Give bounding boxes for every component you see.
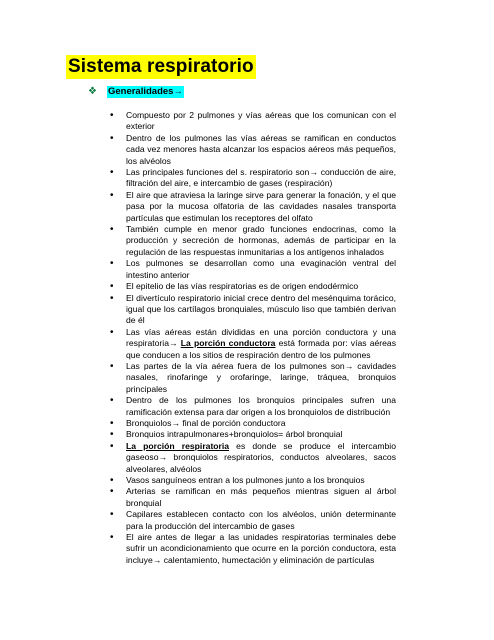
- list-item: • Los pulmones se desarrollan como una evaginación ventral del intestino anterior: [108, 258, 396, 281]
- list-item: • Dentro de los pulmones los bronquios principales sufren una ramificación extensa para dar origen a los bronquiolos de distribución: [108, 395, 396, 418]
- list-item: • Las partes de la vía aérea fuera de los pulmones son→ cavidades nasales, rinofaringe y orofaringe, laringe, tráquea, bronquios principales: [108, 361, 396, 395]
- section-label: Generalidades→: [107, 86, 183, 97]
- list-item: • Capilares establecen contacto con los alvéolos, unión determinante para la producción del intercambio de gases: [108, 509, 396, 532]
- list-item: [108, 441, 396, 475]
- list-item: • El divertículo respiratorio inicial crece dentro del mesénquima torácico, igual que los cartílagos bronquiales, músculo liso que también derivan de él: [108, 293, 396, 327]
- list-item-text: es donde se produce el intercambio gaseoso→ bronquiolos respiratorios, conductos alveolares, sacos alveolares, alvéolos: [126, 440, 396, 474]
- list-item: • El aire que atraviesa la laringe sirve para generar la fonación, y el que pasa por la mucosa olfatoria de las cavidades nasales transporta partículas que estimulan los receptores del olfato: [108, 190, 396, 224]
- list-item: • Vasos sanguíneos entran a los pulmones junto a los bronquios: [108, 475, 396, 486]
- list-item: • Compuesto por 2 pulmones y vías aéreas que los comunican con el exterior: [108, 110, 396, 133]
- section-heading: [88, 85, 184, 99]
- list-item: • Bronquios intrapulmonares+bronquiolos= árbol bronquial: [108, 429, 396, 440]
- list-item: • Bronquiolos→ final de porción conductora: [108, 418, 396, 429]
- list-item: • Dentro de los pulmones las vías aéreas se ramifican en conductos cada vez menores hasta alcanzar los espacios aéreos más pequeños, los alvéolos: [108, 133, 396, 167]
- bullet-list: [108, 110, 396, 566]
- list-item: • Las principales funciones del s. respiratorio son→ conducción de aire, filtración del aire, e intercambio de gases (respiración): [108, 167, 396, 190]
- list-item-text: está formada por: vías aéreas que conducen a los sitios de respiración dentro de los pulmones: [126, 338, 396, 360]
- list-item: • Arterias se ramifican en más pequeños mientras siguen al árbol bronquial: [108, 486, 396, 509]
- diamond-bullet-icon: ❖: [88, 86, 97, 97]
- highlighted-term: La porción conductora: [180, 338, 276, 349]
- list-item-text: Las vías aéreas están divididas en una porción conductora y una respiratoria→: [126, 326, 396, 349]
- list-item: [108, 327, 396, 361]
- list-item: • También cumple en menor grado funciones endocrinas, como la producción y secreción de hormonas, además de participar en la regulación de las respuestas inmunitarias a los antígenos inhalados: [108, 224, 396, 258]
- list-item: • El epitelio de las vías respiratorias es de origen endodérmico: [108, 281, 396, 292]
- page-title: Sistema respiratorio: [68, 56, 254, 77]
- list-item: • El aire antes de llegar a las unidades respiratorias terminales debe sufrir un acondicionamiento que ocurre en la porción conductora, esta incluye→ calentamiento, humectación y eliminación de partículas: [108, 532, 396, 566]
- highlighted-term: La porción respiratoria: [126, 440, 230, 451]
